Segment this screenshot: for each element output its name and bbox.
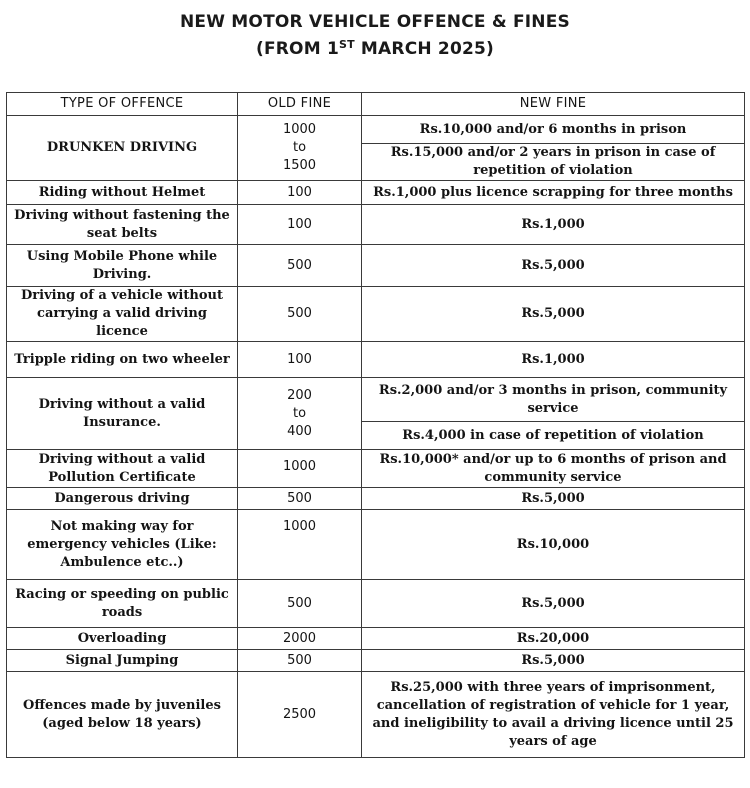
new-fine-cell: Rs.20,000 [362,628,745,650]
offence-cell: Driving without a valid Pollution Certificate [7,450,238,488]
old-fine-line: 1500 [282,158,317,173]
offence-cell: Dangerous driving [7,488,238,510]
old-fine-cell [238,450,362,488]
offence-cell: Driving without a valid Insurance. [7,378,238,450]
table-row [7,116,745,144]
table-row [7,488,745,510]
offence-cell: Offences made by juveniles (aged below 18 years) [7,672,238,758]
new-fine-cell: Rs.1,000 [362,205,745,245]
header-offence: TYPE OF OFFENCE [7,93,238,116]
old-fine-cell [238,628,362,650]
old-fine-line: 2500 [282,706,317,722]
old-fine-line: 2000 [282,630,317,646]
old-fine-line: 400 [287,423,312,439]
old-fine-cell [238,510,362,580]
old-fine-line: 100 [287,216,312,232]
old-fine-cell [238,378,362,450]
document-title: NEW MOTOR VEHICLE OFFENCE & FINES [180,12,570,32]
offence-cell: Racing or speeding on public roads [7,580,238,628]
table-row [7,672,745,758]
fines-table [6,92,745,758]
fines-table-body [7,116,745,758]
offence-cell: Overloading [7,628,238,650]
new-fine-cell: Rs.5,000 [362,580,745,628]
table-row [7,287,745,342]
new-fine-cell: Rs.1,000 [362,342,745,378]
old-fine-line: to [292,405,307,421]
table-row [7,450,745,488]
old-fine-line: to [292,140,307,155]
subtitle-superscript: ST [338,38,355,51]
new-fine-cell: Rs.10,000 and/or 6 months in prison [362,116,745,144]
old-fine-cell [238,116,362,181]
old-fine-cell [238,580,362,628]
old-fine-line: 500 [287,652,312,668]
table-row [7,378,745,422]
header-row [7,93,745,116]
offence-cell: Not making way for emergency vehicles (Like: Ambulence etc..) [7,510,238,580]
table-row [7,245,745,287]
new-fine-cell: Rs.10,000 [362,510,745,580]
old-fine-cell [238,245,362,287]
offence-cell: Riding without Helmet [7,181,238,205]
old-fine-cell [238,205,362,245]
new-fine-cell: Rs.5,000 [362,488,745,510]
offence-cell: DRUNKEN DRIVING [7,116,238,181]
offence-cell: Using Mobile Phone while Driving. [7,245,238,287]
old-fine-line: 100 [287,184,312,200]
old-fine-cell [238,181,362,205]
table-row [7,580,745,628]
header-new-fine: NEW FINE [362,93,745,116]
old-fine-cell [238,342,362,378]
offence-cell: Signal Jumping [7,650,238,672]
new-fine-cell: Rs.1,000 plus licence scrapping for three months [362,181,745,205]
new-fine-cell: Rs.25,000 with three years of imprisonment, cancellation of registration of vehicle for 1 year, and ineligibility to avail a driving licence until 25 years of age [362,672,745,758]
new-fine-cell: Rs.5,000 [362,245,745,287]
table-row [7,181,745,205]
new-fine-cell: Rs.4,000 in case of repetition of violation [362,422,745,450]
new-fine-cell: Rs.2,000 and/or 3 months in prison, community service [362,378,745,422]
offence-cell: Driving without fastening the seat belts [7,205,238,245]
offence-cell: Driving of a vehicle without carrying a valid driving licence [7,287,238,342]
table-row [7,650,745,672]
new-fine-cell: Rs.10,000* and/or up to 6 months of prison and community service [362,450,745,488]
old-fine-line: 1000 [282,122,317,137]
old-fine-cell [238,672,362,758]
old-fine-line: 500 [287,257,312,273]
new-fine-cell: Rs.5,000 [362,287,745,342]
offence-cell: Tripple riding on two wheeler [7,342,238,378]
header-old-fine: OLD FINE [238,93,362,116]
old-fine-cell [238,287,362,342]
new-fine-cell: Rs.15,000 and/or 2 years in prison in case of repetition of violation [362,144,745,181]
old-fine-cell [238,650,362,672]
old-fine-line: 100 [287,351,312,367]
subtitle-suffix: MARCH 2025) [354,39,495,59]
old-fine-line: 1000 [282,519,317,534]
document-subtitle [0,38,750,59]
table-row [7,628,745,650]
subtitle-prefix: (FROM 1 [255,39,339,59]
table-row [7,510,745,580]
old-fine-line: 200 [287,387,312,403]
table-row [7,342,745,378]
new-fine-cell: Rs.5,000 [362,650,745,672]
old-fine-line: 500 [287,490,312,506]
old-fine-line: 1000 [282,459,317,474]
old-fine-line: 500 [287,595,312,611]
old-fine-line: 500 [287,306,312,321]
old-fine-cell [238,488,362,510]
table-row [7,205,745,245]
